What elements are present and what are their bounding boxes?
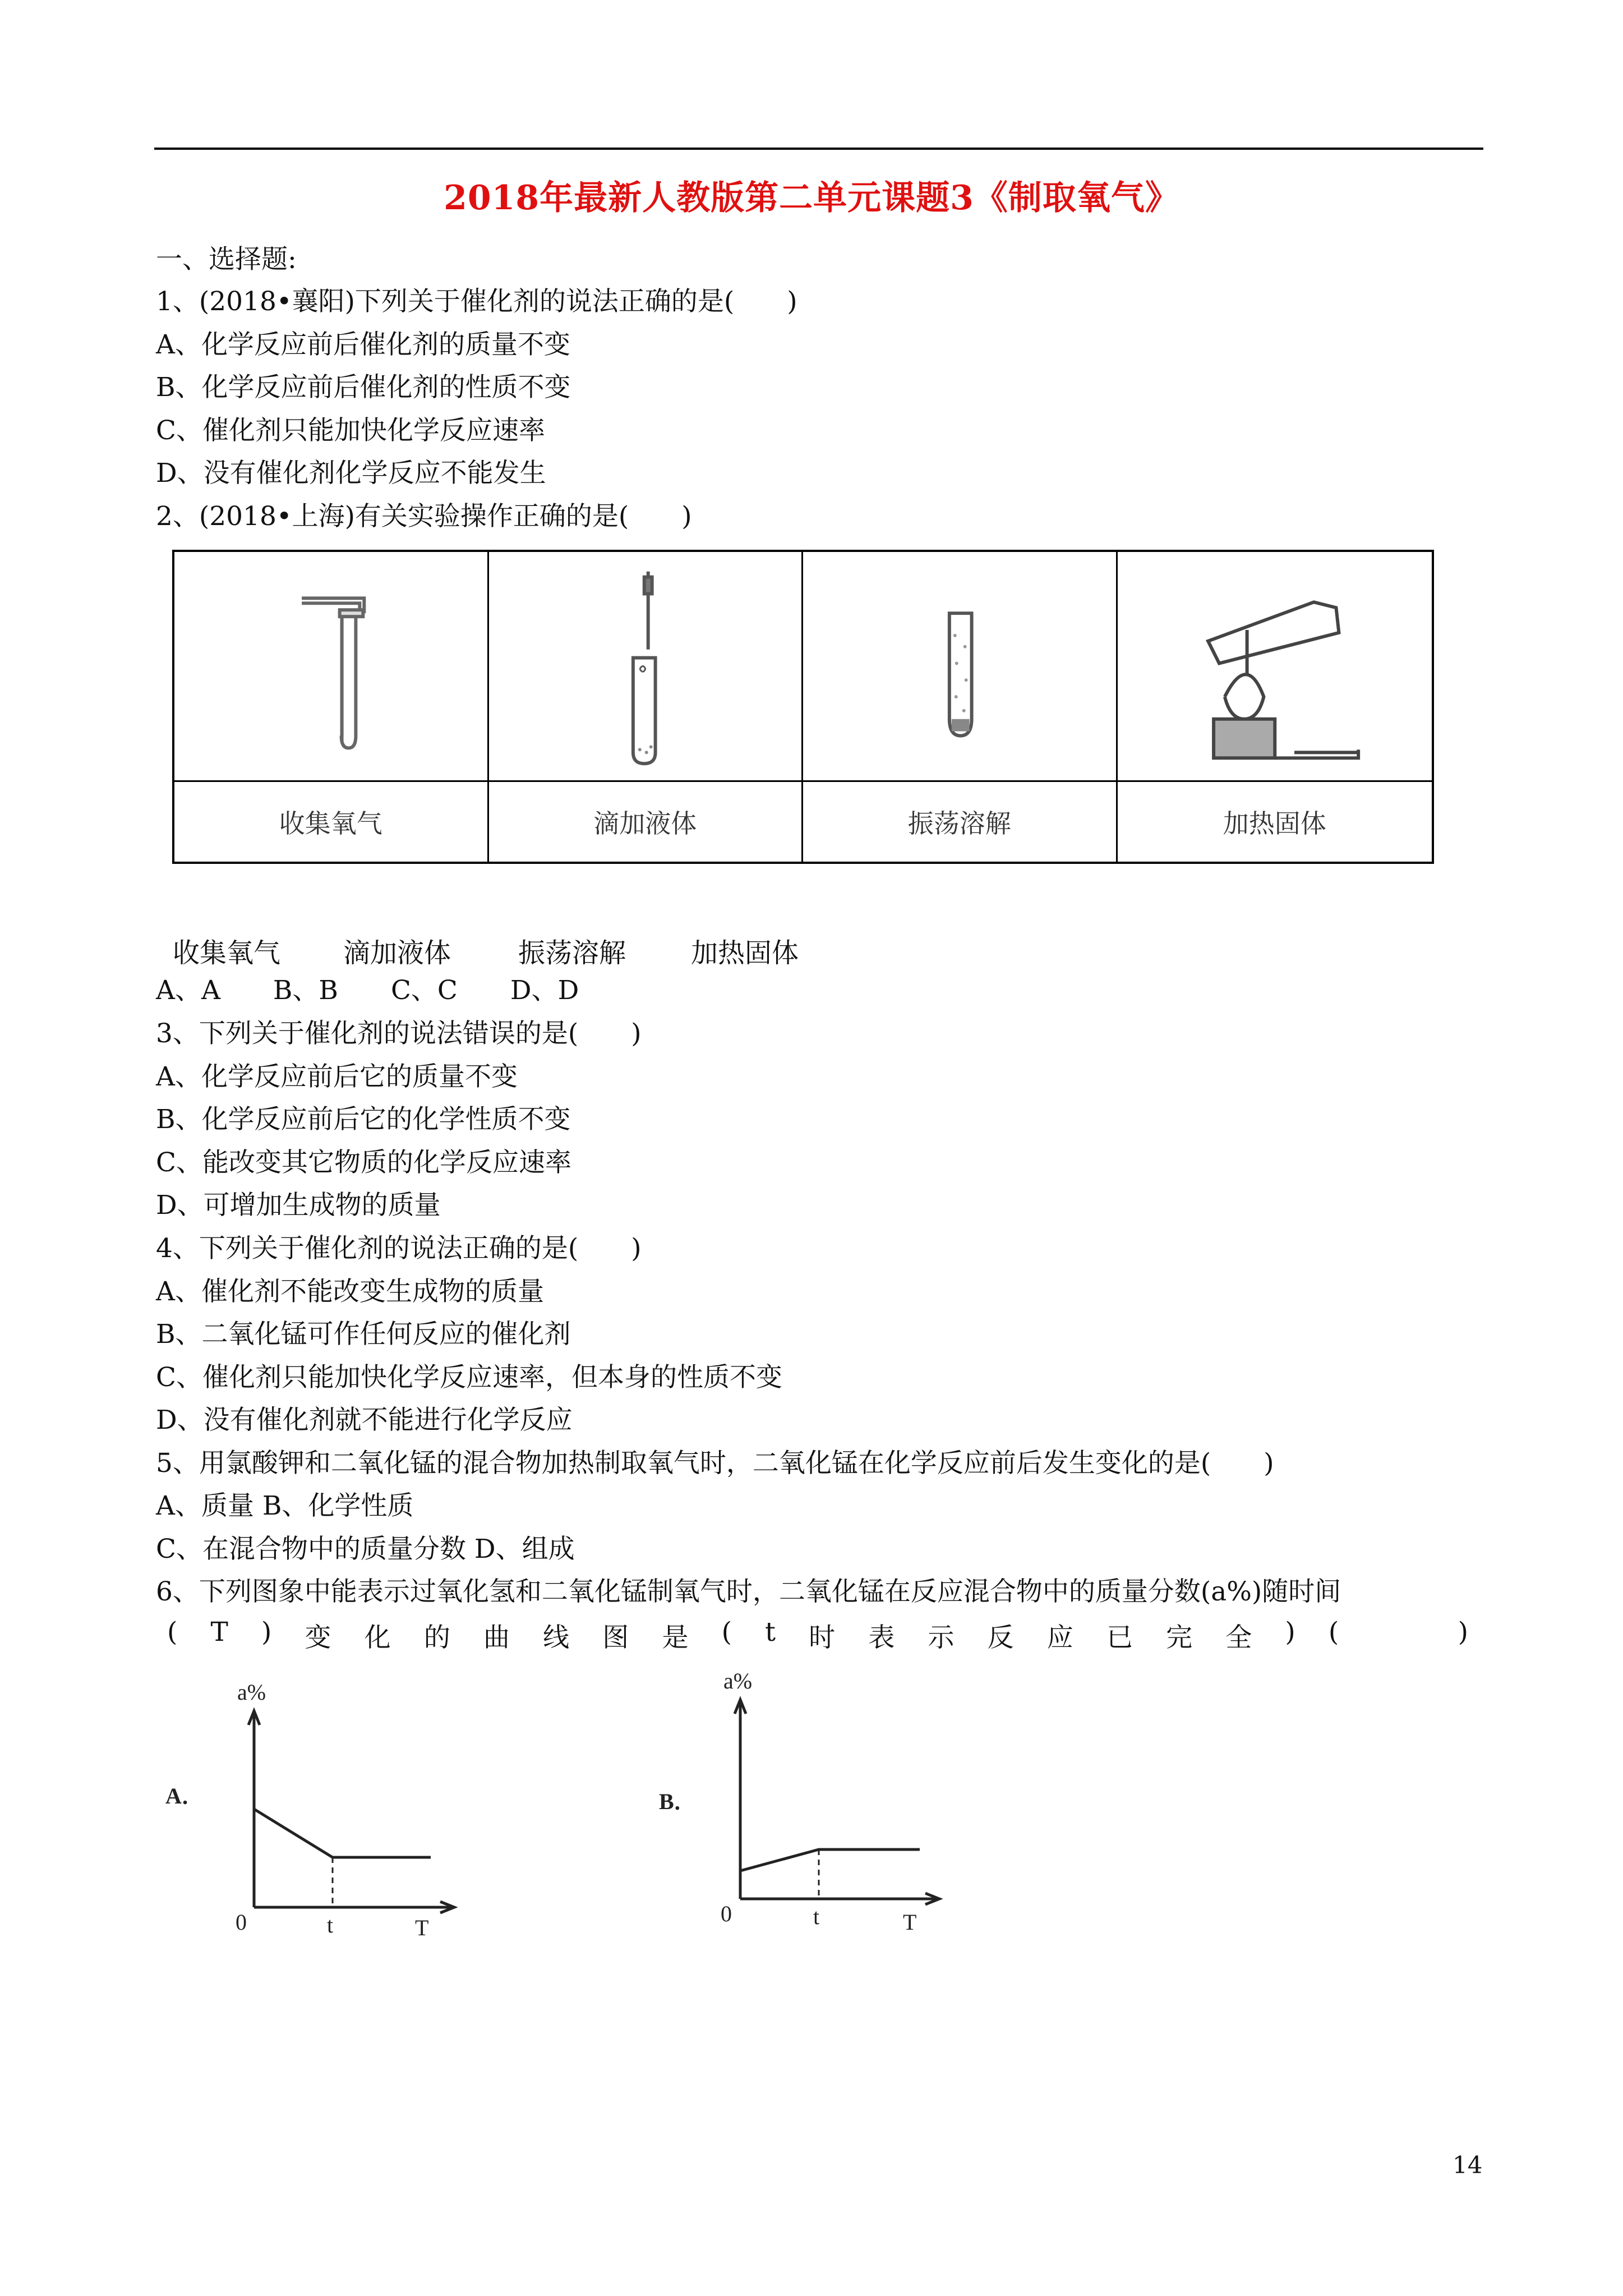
table-label-add-liquid: 滴加液体: [489, 782, 804, 862]
graph-a-ylabel: a%: [237, 1680, 266, 1705]
q3-option-b: B、化学反应前后它的化学性质不变: [156, 1104, 571, 1135]
q4-option-b: B、二氧化锰可作任何反应的催化剂: [156, 1319, 571, 1350]
q2-stem: 2、(2018•上海)有关实验操作正确的是( ): [156, 501, 692, 532]
graph-b-t: t: [813, 1904, 820, 1929]
caption-add-liquid: 滴加液体: [343, 937, 451, 969]
q6-char: 已: [1106, 1622, 1133, 1653]
q4-option-d: D、没有催化剂就不能进行化学反应: [156, 1405, 573, 1435]
q6-char: 反: [987, 1622, 1014, 1653]
q6-char: 化: [364, 1622, 391, 1653]
q1-stem: 1、(2018•襄阳)下列关于催化剂的说法正确的是( ): [156, 286, 797, 317]
graph-a-origin: 0: [236, 1910, 247, 1935]
caption-collect-oxygen: 收集氧气: [173, 937, 281, 969]
q6-char: 示: [928, 1622, 955, 1653]
q6-char: t: [765, 1617, 776, 1648]
q6-char: 的: [423, 1622, 450, 1653]
add-liquid-image: [489, 552, 804, 782]
shake-dissolve-image: [803, 552, 1118, 782]
q4-option-c: C、催化剂只能加快化学反应速率，但本身的性质不变: [156, 1362, 782, 1393]
q6-char: 完: [1166, 1622, 1193, 1653]
q6-char: 变: [305, 1622, 331, 1653]
caption-heat-solid: 加热固体: [691, 937, 799, 969]
q6-char: 曲: [483, 1622, 510, 1653]
q6-char: ): [1285, 1617, 1295, 1648]
graph-b-origin: 0: [721, 1901, 732, 1926]
q6-char: ): [1458, 1617, 1468, 1648]
graph-b-ylabel: a%: [723, 1668, 753, 1694]
q4-option-a: A、催化剂不能改变生成物的质量: [156, 1276, 544, 1307]
q6-char: 全: [1225, 1622, 1252, 1653]
q5-stem: 5、用氯酸钾和二氧化锰的混合物加热制取氧气时，二氧化锰在化学反应前后发生变化的是( ): [156, 1448, 1274, 1479]
graph-a-xlabel: T: [415, 1915, 429, 1940]
graph-b-label: B．: [659, 1789, 697, 1814]
q2-image-table: [172, 550, 1434, 864]
q6-char: (: [167, 1617, 178, 1648]
q1-option-a: A、化学反应前后催化剂的质量不变: [156, 329, 570, 360]
q6-char: (: [1328, 1617, 1339, 1648]
q6-char: 线: [543, 1622, 570, 1653]
page-title: 2018年最新人教版第二单元课题3《制取氧气》: [444, 178, 1179, 218]
q6-char: (: [721, 1617, 732, 1648]
q6-stem-continued: [167, 1617, 1468, 1654]
q6-stem: 6、下列图象中能表示过氧化氢和二氧化锰制氧气时，二氧化锰在反应混合物中的质量分数(a%)随时间: [156, 1576, 1341, 1607]
q6-char: 图: [602, 1622, 629, 1653]
graph-a-label: A．: [165, 1783, 204, 1809]
q3-option-c: C、能改变其它物质的化学反应速率: [156, 1147, 571, 1178]
caption-shake-dissolve: 振荡溶解: [518, 937, 626, 969]
graph-a: [157, 1672, 471, 1947]
q3-option-a: A、化学反应前后它的质量不变: [156, 1061, 518, 1092]
graph-b-xlabel: T: [903, 1910, 917, 1935]
graph-b-curve: [740, 1849, 920, 1871]
q1-option-b: B、化学反应前后催化剂的性质不变: [156, 372, 571, 403]
q5-option-cd: C、在混合物中的质量分数 D、组成: [156, 1534, 575, 1565]
graph-b: [651, 1660, 965, 1941]
q6-char: 时: [809, 1622, 836, 1653]
header-rule: [154, 148, 1483, 150]
q6-char: T: [210, 1617, 228, 1648]
q1-option-d: D、没有催化剂化学反应不能发生: [156, 458, 546, 489]
q6-char: ): [261, 1617, 272, 1648]
q3-option-d: D、可增加生成物的质量: [156, 1190, 441, 1221]
heat-solid-image: [1118, 552, 1432, 782]
table-label-heat-solid: 加热固体: [1223, 808, 1326, 839]
q2-choices: A、A B、B C、C D、D: [156, 975, 579, 1006]
collect-oxygen-image: [174, 552, 489, 782]
q6-char: 是: [662, 1622, 689, 1653]
graph-a-curve: [254, 1809, 431, 1857]
q6-char: 应: [1046, 1622, 1073, 1653]
table-label-shake-dissolve: 振荡溶解: [803, 782, 1118, 862]
section-heading: 一、选择题:: [156, 244, 297, 275]
table-label-collect-oxygen: 收集氧气: [174, 782, 489, 862]
q6-char: [1372, 1617, 1424, 1654]
q4-stem: 4、下列关于催化剂的说法正确的是( ): [156, 1233, 642, 1264]
q1-option-c: C、催化剂只能加快化学反应速率: [156, 415, 545, 446]
graph-a-t: t: [327, 1912, 334, 1938]
q5-option-ab: A、质量 B、化学性质: [156, 1490, 414, 1521]
q3-stem: 3、下列关于催化剂的说法错误的是( ): [156, 1018, 642, 1049]
page-number: 14: [1453, 2151, 1483, 2179]
q6-char: 表: [868, 1622, 895, 1653]
